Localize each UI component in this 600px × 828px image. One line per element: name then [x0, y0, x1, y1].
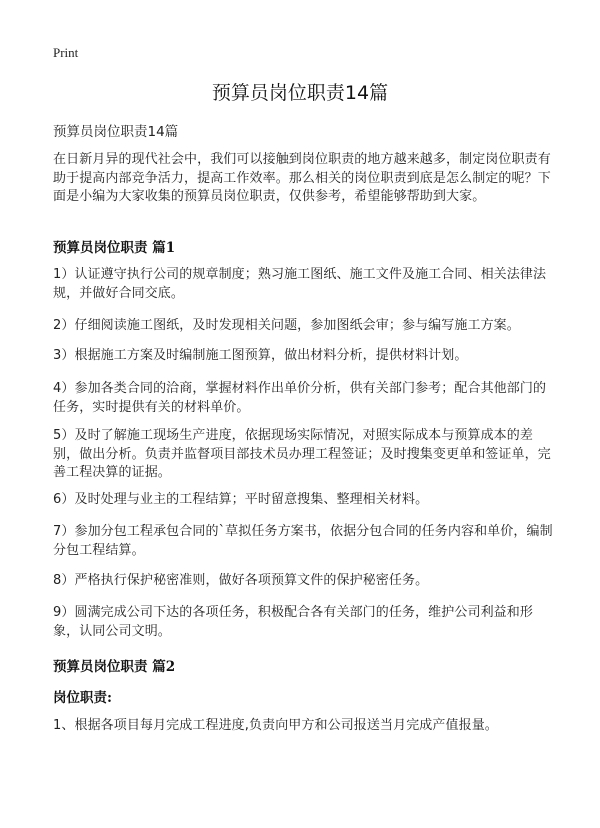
- section-subheading: 岗位职责:: [53, 690, 112, 706]
- list-item: 5）及时了解施工现场生产进度，依据现场实际情况，对照实际成本与预算成本的差别，做出分析。负责并监督项目部技术员办理工程签证；及时搜集变更单和签证单，完善工程决算的证据。: [53, 428, 551, 480]
- intro-paragraph: 在日新月异的现代社会中，我们可以接触到岗位职责的地方越来越多，制定岗位职责有助于提高内部竞争活力，提高工作效率。那么相关的岗位职责到底是怎么制定的呢？下面是小编为大家收集的预算员岗位职责，仅供参考，希望能够帮助到大家。: [53, 152, 551, 204]
- list-item: 2）仔细阅读施工图纸，及时发现相关问题，参加图纸会审；参与编写施工方案。: [53, 318, 520, 333]
- list-item: 7）参加分包工程承包合同的`草拟任务方案书，依据分包合同的任务内容和单价，编制分包工程结算。: [53, 524, 553, 558]
- document-subtitle: 预算员岗位职责14篇: [53, 124, 179, 140]
- section-heading-1: 预算员岗位职责 篇1: [53, 240, 176, 256]
- section-heading-2: 预算员岗位职责 篇2: [53, 659, 176, 675]
- list-item: 4）参加各类合同的洽商，掌握材料作出单价分析，供有关部门参考；配合其他部门的任务，实时提供有关的材料单价。: [53, 381, 547, 415]
- print-link[interactable]: Print: [53, 45, 79, 60]
- list-item: 8）严格执行保护秘密准则，做好各项预算文件的保护秘密任务。: [53, 573, 429, 588]
- list-item: 6）及时处理与业主的工程结算；平时留意搜集、整理相关材料。: [53, 492, 429, 507]
- list-item: 3）根据施工方案及时编制施工图预算，做出材料分析，提供材料计划。: [53, 348, 468, 363]
- list-item: 9）圆满完成公司下达的各项任务，积极配合各有关部门的任务，维护公司利益和形象，认同公司文明。: [53, 605, 533, 639]
- list-item: 1、根据各项目每月完成工程进度,负责向甲方和公司报送当月完成产值报量。: [53, 718, 498, 733]
- page-title: 预算员岗位职责14篇: [211, 82, 389, 104]
- list-item: 1）认证遵守执行公司的规章制度；熟习施工图纸、施工文件及施工合同、相关法律法规，并做好合同交底。: [53, 267, 547, 301]
